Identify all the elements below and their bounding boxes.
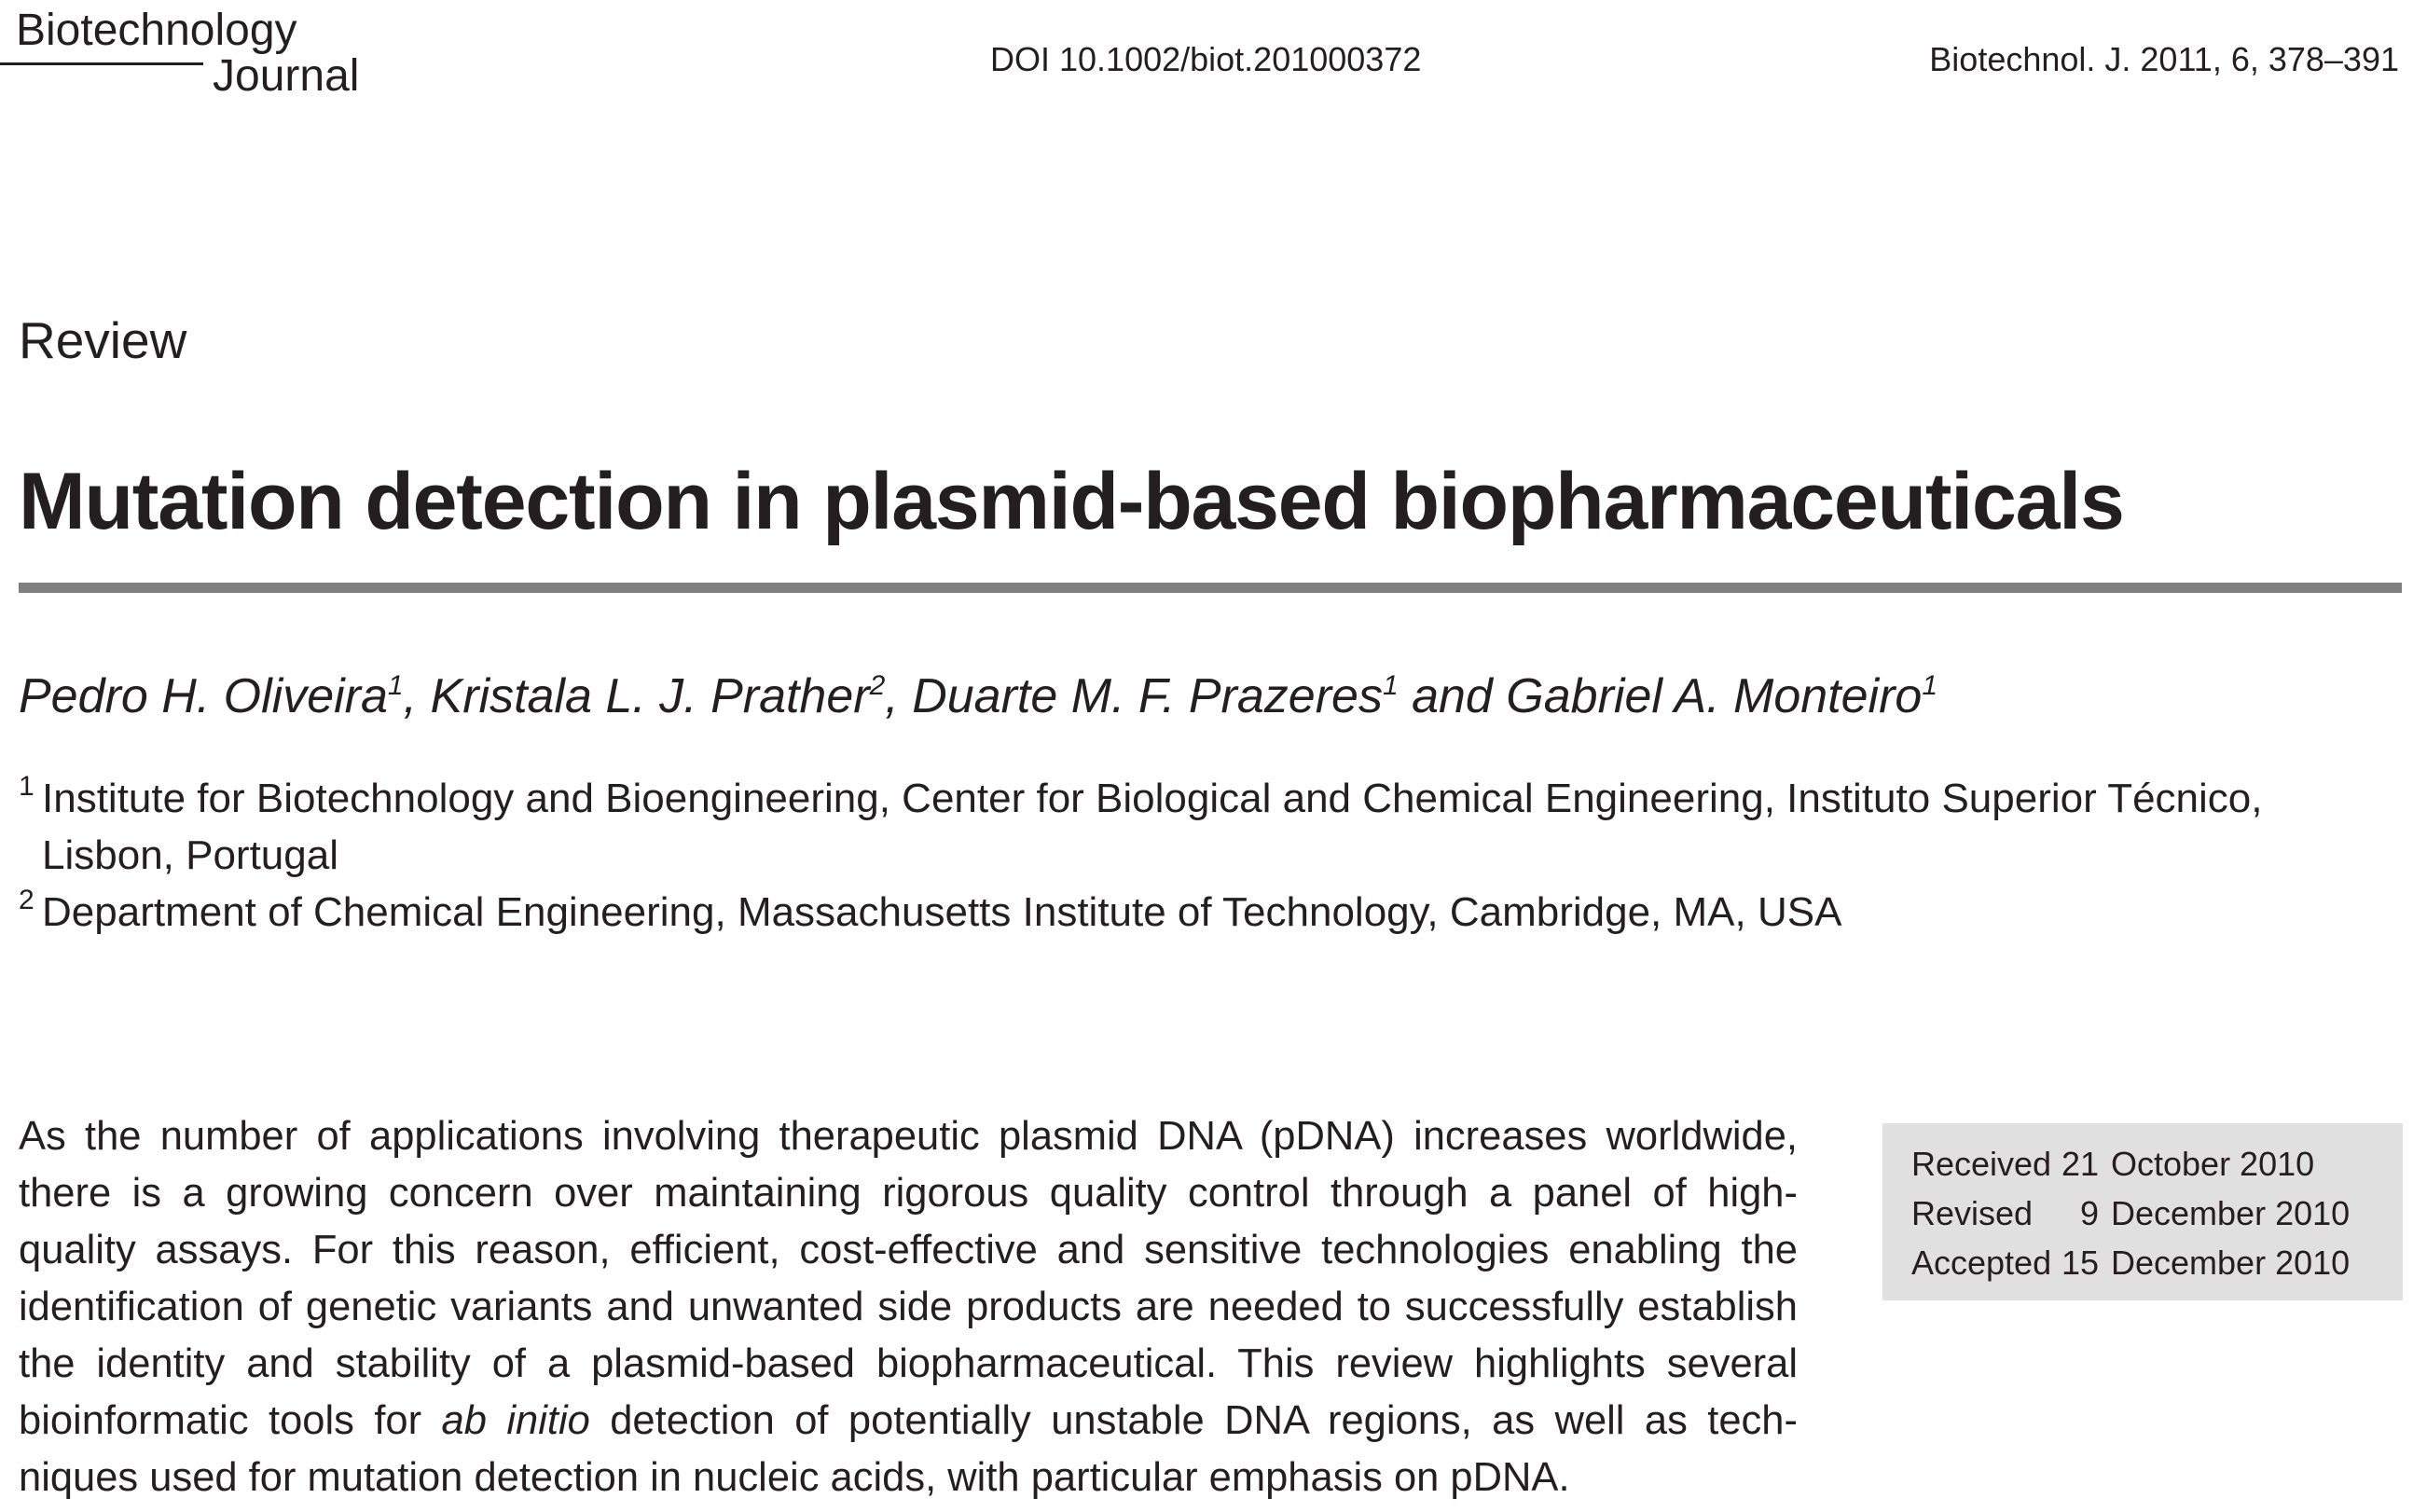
title-rule (19, 583, 2402, 593)
date-day: 15 (2061, 1244, 2099, 1282)
author-affiliation-marker: 2 (869, 670, 886, 701)
abstract-text: detection of potentially unstable DNA regions, as well as tech- (589, 1398, 1798, 1443)
affiliation-list (19, 770, 2262, 941)
author-name: Gabriel A. Monteiro (1506, 669, 1923, 723)
abstract-italic-term: ab initio (441, 1398, 590, 1443)
journal-logo-underline (0, 62, 203, 65)
doi: DOI 10.1002/biot.201000372 (990, 40, 1422, 78)
date-row-revised (1911, 1189, 2403, 1238)
affiliation-text: Department of Chemical Engineering, Massachusetts Institute of Technology, Cambridge, MA, USA (42, 889, 1842, 935)
date-label: Revised (1911, 1194, 2034, 1232)
abstract-line: there is a growing concern over maintaining rigorous quality control through a panel of high- (19, 1171, 1798, 1216)
date-month-year: October 2010 (2111, 1145, 2315, 1183)
date-label: Accepted (1911, 1244, 2052, 1282)
author-list (19, 668, 1937, 732)
journal-logo-line1: Biotechnology (16, 6, 297, 55)
affiliation-2 (19, 884, 2262, 941)
author-name: Duarte M. F. Prazeres (912, 669, 1383, 723)
affiliation-marker: 1 (19, 771, 34, 802)
journal-citation: Biotechnol. J. 2011, 6, 378–391 (1929, 40, 2399, 78)
abstract (19, 1108, 1798, 1506)
date-month-year: December 2010 (2111, 1244, 2351, 1282)
author-affiliation-marker: 1 (1922, 670, 1938, 701)
date-row-received (1911, 1139, 2403, 1189)
abstract-line: identification of genetic variants and unwanted side products are needed to successfully establish (19, 1285, 1798, 1329)
abstract-line (19, 1393, 1798, 1450)
abstract-line: quality assays. For this reason, efficient, cost-effective and sensitive technologies enabling the (19, 1228, 1798, 1272)
affiliation-1 (19, 770, 2262, 827)
abstract-line: As the number of applications involving therapeutic plasmid DNA (pDNA) increases worldwide, (19, 1114, 1798, 1159)
author-separator: , (403, 669, 431, 723)
date-day: 9 (2079, 1194, 2099, 1232)
author-affiliation-marker: 1 (387, 670, 404, 701)
journal-logo-line2: Journal (213, 51, 360, 101)
publication-dates-box (1882, 1123, 2403, 1300)
author-name: Pedro H. Oliveira (19, 669, 388, 723)
article-title: Mutation detection in plasmid-based biopharmaceuticals (19, 457, 2124, 546)
abstract-line: niques used for mutation detection in nucleic acids, with particular emphasis on pDNA. (19, 1455, 1570, 1500)
date-month-year: December 2010 (2111, 1194, 2351, 1232)
author-name: Kristala L. J. Prather (430, 669, 870, 723)
affiliation-1-continuation: Lisbon, Portugal (42, 832, 338, 878)
date-day: 21 (2061, 1145, 2099, 1183)
author-separator: , (885, 669, 913, 723)
author-affiliation-marker: 1 (1382, 670, 1399, 701)
abstract-text: bioinformatic tools for (19, 1398, 442, 1443)
author-separator: and (1398, 669, 1507, 723)
affiliation-marker: 2 (19, 885, 34, 915)
date-row-accepted (1911, 1238, 2403, 1287)
date-label: Received (1911, 1145, 2052, 1183)
article-type: Review (19, 311, 187, 369)
abstract-line: the identity and stability of a plasmid-based biopharmaceutical. This review highlights several (19, 1341, 1798, 1386)
affiliation-text: Institute for Biotechnology and Bioengineering, Center for Biological and Chemical Engineering, Instituto Superior Técnico, (42, 776, 2263, 821)
